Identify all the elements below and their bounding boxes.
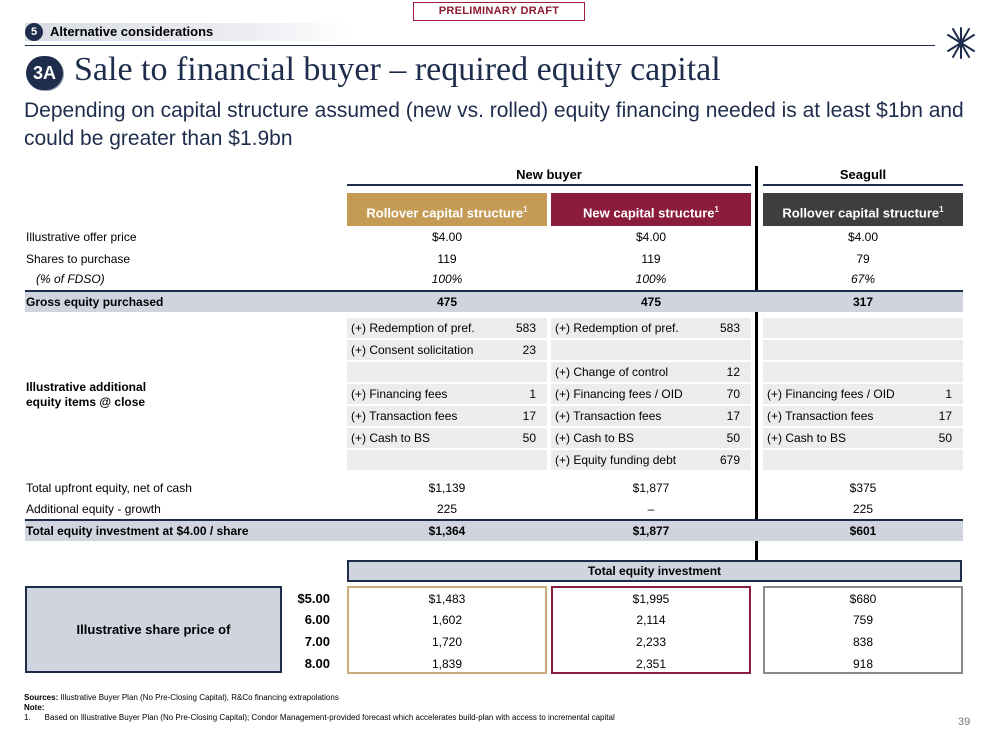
additional-item-text: (+) Financing fees xyxy=(351,387,448,401)
page-number: 39 xyxy=(958,716,971,728)
additional-items-label-line2: equity items @ close xyxy=(26,395,146,409)
additional-item-value xyxy=(710,340,740,360)
additional-item-value: 17 xyxy=(522,409,536,423)
cell-upfront-col3: $375 xyxy=(849,481,877,495)
additional-item-value: 12 xyxy=(726,365,740,379)
cell-upfront-col2: $1,877 xyxy=(632,481,670,495)
additional-item-text: (+) Financing fees / OID xyxy=(555,387,683,401)
cell-upfront-col1: $1,139 xyxy=(428,481,466,495)
share-price-label: $5.00 xyxy=(297,591,330,606)
additional-item-value: 679 xyxy=(719,453,740,467)
additional-item-value: 50 xyxy=(938,431,952,445)
additional-item-value: 583 xyxy=(719,321,740,335)
footnote-marker: 1 xyxy=(939,205,944,214)
sources-line xyxy=(24,693,615,703)
additional-item-value: 50 xyxy=(522,431,536,445)
additional-item-text: (+) Transaction fees xyxy=(555,409,662,423)
preliminary-draft-stamp: PRELIMINARY DRAFT xyxy=(413,2,585,21)
row-label-pct-fdso: (% of FDSO) xyxy=(36,272,105,286)
sensitivity-value: 1,839 xyxy=(431,657,463,671)
cell-pct-fdso-col2: 100% xyxy=(635,272,667,286)
cell-total-col2: $1,877 xyxy=(632,524,670,538)
additional-item-value: 17 xyxy=(938,409,952,423)
section-title: Alternative considerations xyxy=(50,24,214,39)
row-label-offer-price: Illustrative offer price xyxy=(26,230,137,244)
footer-notes xyxy=(24,693,615,723)
cell-pct-fdso-col1: 100% xyxy=(431,272,463,286)
additional-item-value: 70 xyxy=(726,387,740,401)
cell-growth-col1: 225 xyxy=(436,502,458,516)
column-header-new-buyer-rollover xyxy=(347,193,547,226)
note-label: Note: xyxy=(24,703,45,712)
additional-item-text: (+) Equity funding debt xyxy=(555,453,677,467)
additional-item-value: 1 xyxy=(529,387,536,401)
additional-item-text: (+) Transaction fees xyxy=(767,409,874,423)
additional-item-text: (+) Redemption of pref. xyxy=(555,321,679,335)
cell-shares-col2: 119 xyxy=(641,252,661,266)
additional-item-text: (+) Redemption of pref. xyxy=(351,321,475,335)
additional-item-value xyxy=(922,450,952,470)
cell-total-col3: $601 xyxy=(849,524,877,538)
cell-gross-col2: 475 xyxy=(640,295,662,309)
footnote-line xyxy=(24,713,615,723)
cell-offer-price-col3: $4.00 xyxy=(847,230,879,244)
group-header-new-buyer: New buyer xyxy=(516,167,582,182)
additional-item-text: (+) Cash to BS xyxy=(767,431,847,445)
sensitivity-value: 838 xyxy=(852,635,874,649)
sensitivity-value: $1,995 xyxy=(632,592,670,606)
additional-item-text: (+) Financing fees / OID xyxy=(767,387,895,401)
column-header-seagull-rollover xyxy=(763,193,963,226)
cell-gross-col1: 475 xyxy=(436,295,458,309)
sensitivity-value: 1,720 xyxy=(431,635,463,649)
cell-gross-col3: 317 xyxy=(852,295,874,309)
row-label-shares: Shares to purchase xyxy=(26,252,131,266)
row-label-total-equity: Total equity investment at $4.00 / share xyxy=(26,524,249,538)
additional-items-label-line1: Illustrative additional xyxy=(26,380,147,394)
sensitivity-value: 918 xyxy=(852,657,874,671)
share-price-label: 8.00 xyxy=(304,656,330,671)
group-header-seagull: Seagull xyxy=(839,167,887,182)
column-separator xyxy=(755,166,758,560)
additional-item-value xyxy=(922,340,952,360)
cell-growth-col3: 225 xyxy=(852,502,874,516)
cell-total-col1: $1,364 xyxy=(428,524,466,538)
additional-item-value: 1 xyxy=(945,387,952,401)
additional-item-value xyxy=(922,318,952,338)
slide-badge: 3A xyxy=(26,56,63,90)
header-rule xyxy=(25,45,935,46)
additional-item-value: 50 xyxy=(726,431,740,445)
additional-item-text: (+) Cash to BS xyxy=(351,431,431,445)
share-price-label: 7.00 xyxy=(304,634,330,649)
sensitivity-value: 2,114 xyxy=(636,613,666,627)
sensitivity-value: 2,351 xyxy=(635,657,667,671)
additional-item-text: (+) Cash to BS xyxy=(555,431,635,445)
cell-shares-col3: 79 xyxy=(856,252,870,266)
share-price-label: 6.00 xyxy=(304,612,330,627)
footnote-marker: 1 xyxy=(714,205,719,214)
additional-item-value xyxy=(922,362,952,382)
cell-offer-price-col1: $4.00 xyxy=(431,230,463,244)
additional-item-value xyxy=(506,450,536,470)
page-title: Sale to financial buyer – required equity capital xyxy=(74,51,721,88)
sensitivity-value: 2,233 xyxy=(635,635,667,649)
row-label-growth: Additional equity - growth xyxy=(26,502,161,516)
column-header-label: Rollover capital structure xyxy=(366,205,524,221)
illustrative-share-price-label: Illustrative share price of xyxy=(25,586,282,673)
footnote-text: Based on Illustrative Buyer Plan (No Pre-Closing Capital); Condor Management-provided forecast which accelerates build-plan with access to incremental capital xyxy=(44,713,615,722)
page-subtitle: Depending on capital structure assumed (new vs. rolled) equity financing needed is at least $1bn and could be greater than $1.9bn xyxy=(24,99,964,150)
note-line xyxy=(24,703,615,713)
additional-item-value: 583 xyxy=(515,321,536,335)
footnote-number: 1. xyxy=(24,713,31,722)
sensitivity-value: 759 xyxy=(852,613,874,627)
sources-text: Illustrative Buyer Plan (No Pre-Closing Capital), R&Co financing extrapolations xyxy=(60,693,339,702)
column-header-new-buyer-new xyxy=(551,193,751,226)
row-label-gross-equity: Gross equity purchased xyxy=(26,295,164,309)
sensitivity-value: $680 xyxy=(849,592,877,606)
cell-offer-price-col2: $4.00 xyxy=(635,230,667,244)
cell-growth-col2: – xyxy=(647,502,655,516)
sensitivity-value: 1,602 xyxy=(431,613,463,627)
additional-item-value xyxy=(506,362,536,382)
additional-item-text: (+) Change of control xyxy=(555,365,669,379)
section-number: 5 xyxy=(25,23,43,41)
column-header-label: New capital structure xyxy=(583,205,715,221)
additional-item-text: (+) Consent solicitation xyxy=(351,343,474,357)
cell-shares-col1: 119 xyxy=(437,252,457,266)
total-equity-investment-header: Total equity investment xyxy=(347,560,962,582)
additional-item-value: 23 xyxy=(522,343,536,357)
additional-item-text: (+) Transaction fees xyxy=(351,409,458,423)
sources-label: Sources: xyxy=(24,693,59,702)
group-rule-seagull xyxy=(763,184,963,186)
additional-item-value: 17 xyxy=(726,409,740,423)
column-header-label: Rollover capital structure xyxy=(782,205,940,221)
footnote-marker: 1 xyxy=(523,205,528,214)
sensitivity-value: $1,483 xyxy=(428,592,466,606)
group-rule-new-buyer xyxy=(347,184,751,186)
starburst-logo-icon xyxy=(944,26,978,60)
cell-pct-fdso-col3: 67% xyxy=(850,272,876,286)
row-label-upfront: Total upfront equity, net of cash xyxy=(26,481,192,495)
additional-items-label xyxy=(26,380,146,410)
